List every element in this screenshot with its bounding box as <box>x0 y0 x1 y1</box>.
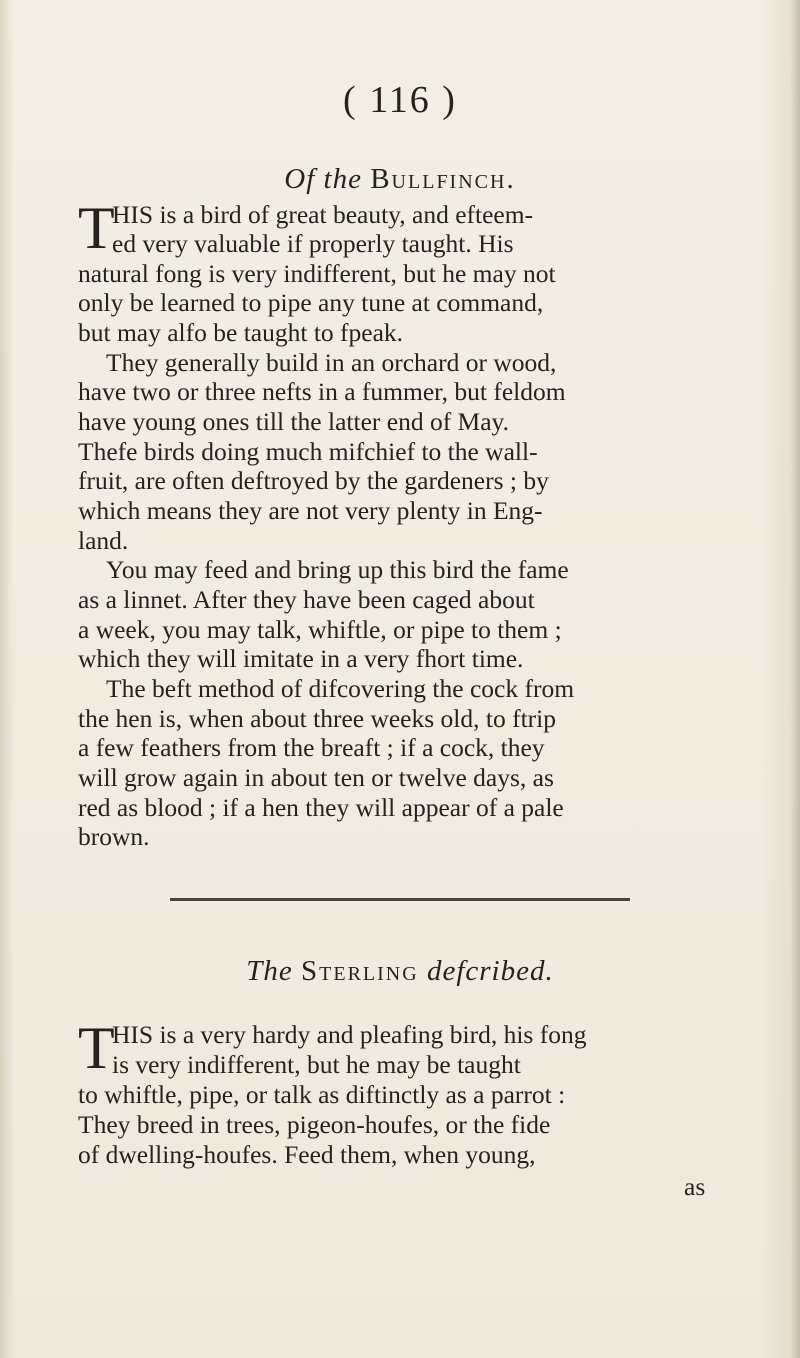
text-line: is very indifferent, but he may be taught <box>112 1050 521 1079</box>
text-line: land. <box>78 526 129 555</box>
text-line: will grow again in about ten or twelve days, as <box>78 763 554 792</box>
text-line: a week, you may talk, whiftle, or pipe to them ; <box>78 615 562 644</box>
text-line: which they will imitate in a very fhort time. <box>78 644 524 673</box>
text-line: only be learned to pipe any tune at command, <box>78 288 544 317</box>
text-line: You may feed and bring up this bird the fame <box>106 555 569 584</box>
text-line: The beft method of difcovering the cock from <box>106 674 575 703</box>
catchword: as <box>684 1172 706 1201</box>
text-line: They generally build in an orchard or wood, <box>106 348 557 377</box>
text-line: a few feathers from the breaft ; if a cock, they <box>78 733 545 762</box>
section-heading-bullfinch <box>0 163 800 196</box>
text-line: They breed in trees, pigeon-houfes, or the fide <box>78 1110 551 1139</box>
text-line: have two or three nefts in a fummer, but feldom <box>78 377 566 406</box>
heading-caps: Sterling <box>301 955 419 987</box>
heading-caps: Bullfinch. <box>370 163 516 195</box>
text-line: fruit, are often deftroyed by the gardeners ; by <box>78 466 549 495</box>
page-edge <box>0 0 14 1358</box>
section-divider-rule <box>170 898 630 901</box>
text-line: to whiftle, pipe, or talk as diftinctly as a parrot : <box>78 1080 566 1109</box>
text-line: red as blood ; if a hen they will appear of a pale <box>78 793 564 822</box>
heading-italic: The <box>246 955 293 987</box>
text-line: brown. <box>78 822 150 851</box>
text-line: Thefe birds doing much mifchief to the wall- <box>78 437 538 466</box>
page-number: ( 116 ) <box>343 79 457 121</box>
drop-cap: T <box>78 1015 115 1081</box>
text-line: ed very valuable if properly taught. His <box>112 229 514 258</box>
section-heading-sterling <box>0 955 800 988</box>
text-line: which means they are not very plenty in Eng- <box>78 496 543 525</box>
text-line: the hen is, when about three weeks old, to ftrip <box>78 704 557 733</box>
text-line: have young ones till the latter end of May. <box>78 407 510 436</box>
text-line: as a linnet. After they have been caged about <box>78 585 535 614</box>
heading-italic: Of the <box>284 163 362 195</box>
text-line: HIS is a very hardy and pleafing bird, his fong <box>112 1020 587 1049</box>
text-line: of dwelling-houfes. Feed them, when young, <box>78 1140 536 1169</box>
text-line: natural fong is very indifferent, but he may not <box>78 259 556 288</box>
drop-cap: T <box>78 195 115 261</box>
text-line: HIS is a bird of great beauty, and efteem- <box>112 200 534 229</box>
text-line: but may alfo be taught to fpeak. <box>78 318 404 347</box>
heading-italic: defcribed. <box>426 955 554 987</box>
